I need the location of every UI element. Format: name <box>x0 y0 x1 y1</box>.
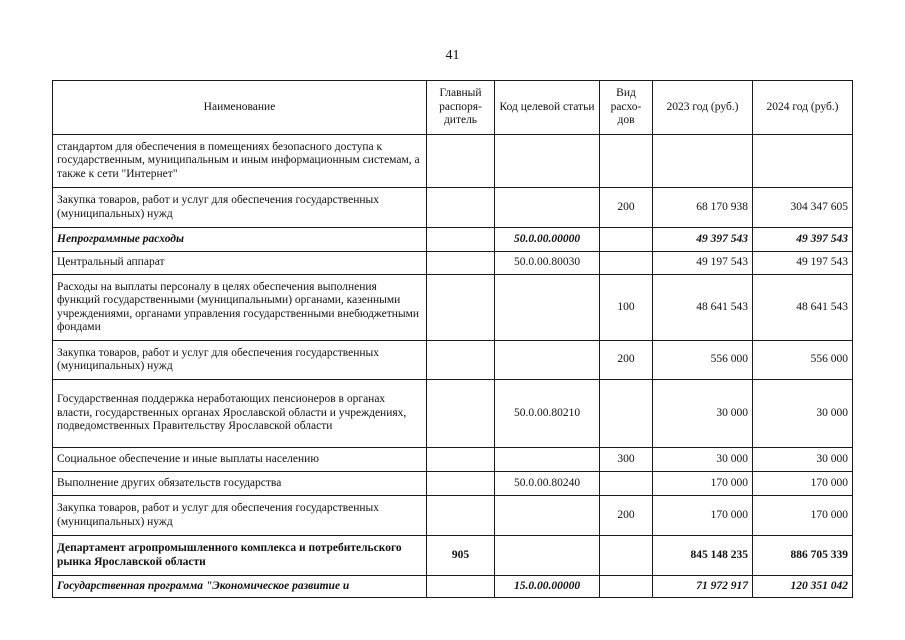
cell-admin <box>427 380 495 448</box>
table-row <box>53 252 853 275</box>
cell-code: 50.0.00.80030 <box>495 252 600 275</box>
cell-type <box>600 576 653 598</box>
table-row <box>53 448 853 472</box>
cell-admin <box>427 275 495 341</box>
cell-2023: 170 000 <box>653 496 753 536</box>
cell-2024: 120 351 042 <box>753 576 853 598</box>
cell-2024: 170 000 <box>753 496 853 536</box>
cell-name: Выполнение других обязательств государства <box>53 472 427 496</box>
cell-admin <box>427 576 495 598</box>
table-row <box>53 228 853 252</box>
cell-admin <box>427 228 495 252</box>
cell-type <box>600 252 653 275</box>
cell-2024: 170 000 <box>753 472 853 496</box>
cell-name: Непрограммные расходы <box>53 228 427 252</box>
cell-2023: 556 000 <box>653 341 753 380</box>
table-row <box>53 576 853 598</box>
cell-code <box>495 496 600 536</box>
cell-2024: 30 000 <box>753 448 853 472</box>
cell-admin <box>427 341 495 380</box>
table-row <box>53 135 853 188</box>
cell-2024: 49 197 543 <box>753 252 853 275</box>
cell-2024: 48 641 543 <box>753 275 853 341</box>
cell-type <box>600 380 653 448</box>
cell-2023: 30 000 <box>653 448 753 472</box>
cell-type: 200 <box>600 496 653 536</box>
cell-admin <box>427 188 495 228</box>
cell-2023: 30 000 <box>653 380 753 448</box>
cell-admin <box>427 448 495 472</box>
cell-name: Департамент агропромышленного комплекса и потребительского рынка Ярославской области <box>53 536 427 576</box>
cell-2023: 845 148 235 <box>653 536 753 576</box>
cell-type: 300 <box>600 448 653 472</box>
header-type: Вид расхо-дов <box>600 81 653 135</box>
table-row <box>53 380 853 448</box>
header-2023: 2023 год (руб.) <box>653 81 753 135</box>
table-row <box>53 536 853 576</box>
cell-name: Закупка товаров, работ и услуг для обеспечения государственных (муниципальных) нужд <box>53 188 427 228</box>
cell-type: 200 <box>600 188 653 228</box>
cell-2024: 30 000 <box>753 380 853 448</box>
header-code: Код целевой статьи <box>495 81 600 135</box>
cell-code: 50.0.00.00000 <box>495 228 600 252</box>
budget-table <box>52 80 853 598</box>
cell-name: Государственная поддержка неработающих пенсионеров в органах власти, государственных органах Ярославской области и учреждениях, подведомственных Правительству Ярославской области <box>53 380 427 448</box>
cell-code <box>495 448 600 472</box>
cell-type: 200 <box>600 341 653 380</box>
cell-2023: 170 000 <box>653 472 753 496</box>
cell-name: стандартом для обеспечения в помещениях безопасного доступа к государственным, муниципальным и иным информационным системам, а также к сети "Интернет" <box>53 135 427 188</box>
cell-code <box>495 188 600 228</box>
cell-type <box>600 536 653 576</box>
cell-code <box>495 275 600 341</box>
cell-type <box>600 228 653 252</box>
cell-name: Расходы на выплаты персоналу в целях обеспечения выполнения функций государственными (муниципальными) органами, казенными учреждениями, органами управления государственными внебюджетными фондами <box>53 275 427 341</box>
cell-name: Центральный аппарат <box>53 252 427 275</box>
cell-2023: 48 641 543 <box>653 275 753 341</box>
cell-2024: 49 397 543 <box>753 228 853 252</box>
cell-code <box>495 536 600 576</box>
cell-name: Социальное обеспечение и иные выплаты населению <box>53 448 427 472</box>
header-2024: 2024 год (руб.) <box>753 81 853 135</box>
cell-2024: 304 347 605 <box>753 188 853 228</box>
cell-code: 50.0.00.80240 <box>495 472 600 496</box>
cell-type <box>600 135 653 188</box>
header-name: Наименование <box>53 81 427 135</box>
cell-2024: 556 000 <box>753 341 853 380</box>
cell-name: Государственная программа "Экономическое развитие и <box>53 576 427 598</box>
table-row <box>53 341 853 380</box>
cell-name: Закупка товаров, работ и услуг для обеспечения государственных (муниципальных) нужд <box>53 341 427 380</box>
cell-admin <box>427 496 495 536</box>
cell-2023: 68 170 938 <box>653 188 753 228</box>
cell-code <box>495 135 600 188</box>
cell-2024: 886 705 339 <box>753 536 853 576</box>
header-admin: Главный распоря-дитель <box>427 81 495 135</box>
cell-admin <box>427 135 495 188</box>
cell-admin <box>427 252 495 275</box>
table-row <box>53 275 853 341</box>
cell-code <box>495 341 600 380</box>
page-number: 41 <box>445 48 460 63</box>
cell-name: Закупка товаров, работ и услуг для обеспечения государственных (муниципальных) нужд <box>53 496 427 536</box>
cell-2023: 49 397 543 <box>653 228 753 252</box>
cell-2024 <box>753 135 853 188</box>
table-row <box>53 496 853 536</box>
cell-type: 100 <box>600 275 653 341</box>
cell-2023: 49 197 543 <box>653 252 753 275</box>
cell-2023: 71 972 917 <box>653 576 753 598</box>
cell-2023 <box>653 135 753 188</box>
cell-type <box>600 472 653 496</box>
table-row <box>53 472 853 496</box>
header-row <box>53 81 853 135</box>
cell-code: 50.0.00.80210 <box>495 380 600 448</box>
cell-admin: 905 <box>427 536 495 576</box>
cell-admin <box>427 472 495 496</box>
cell-code: 15.0.00.00000 <box>495 576 600 598</box>
table-row <box>53 188 853 228</box>
